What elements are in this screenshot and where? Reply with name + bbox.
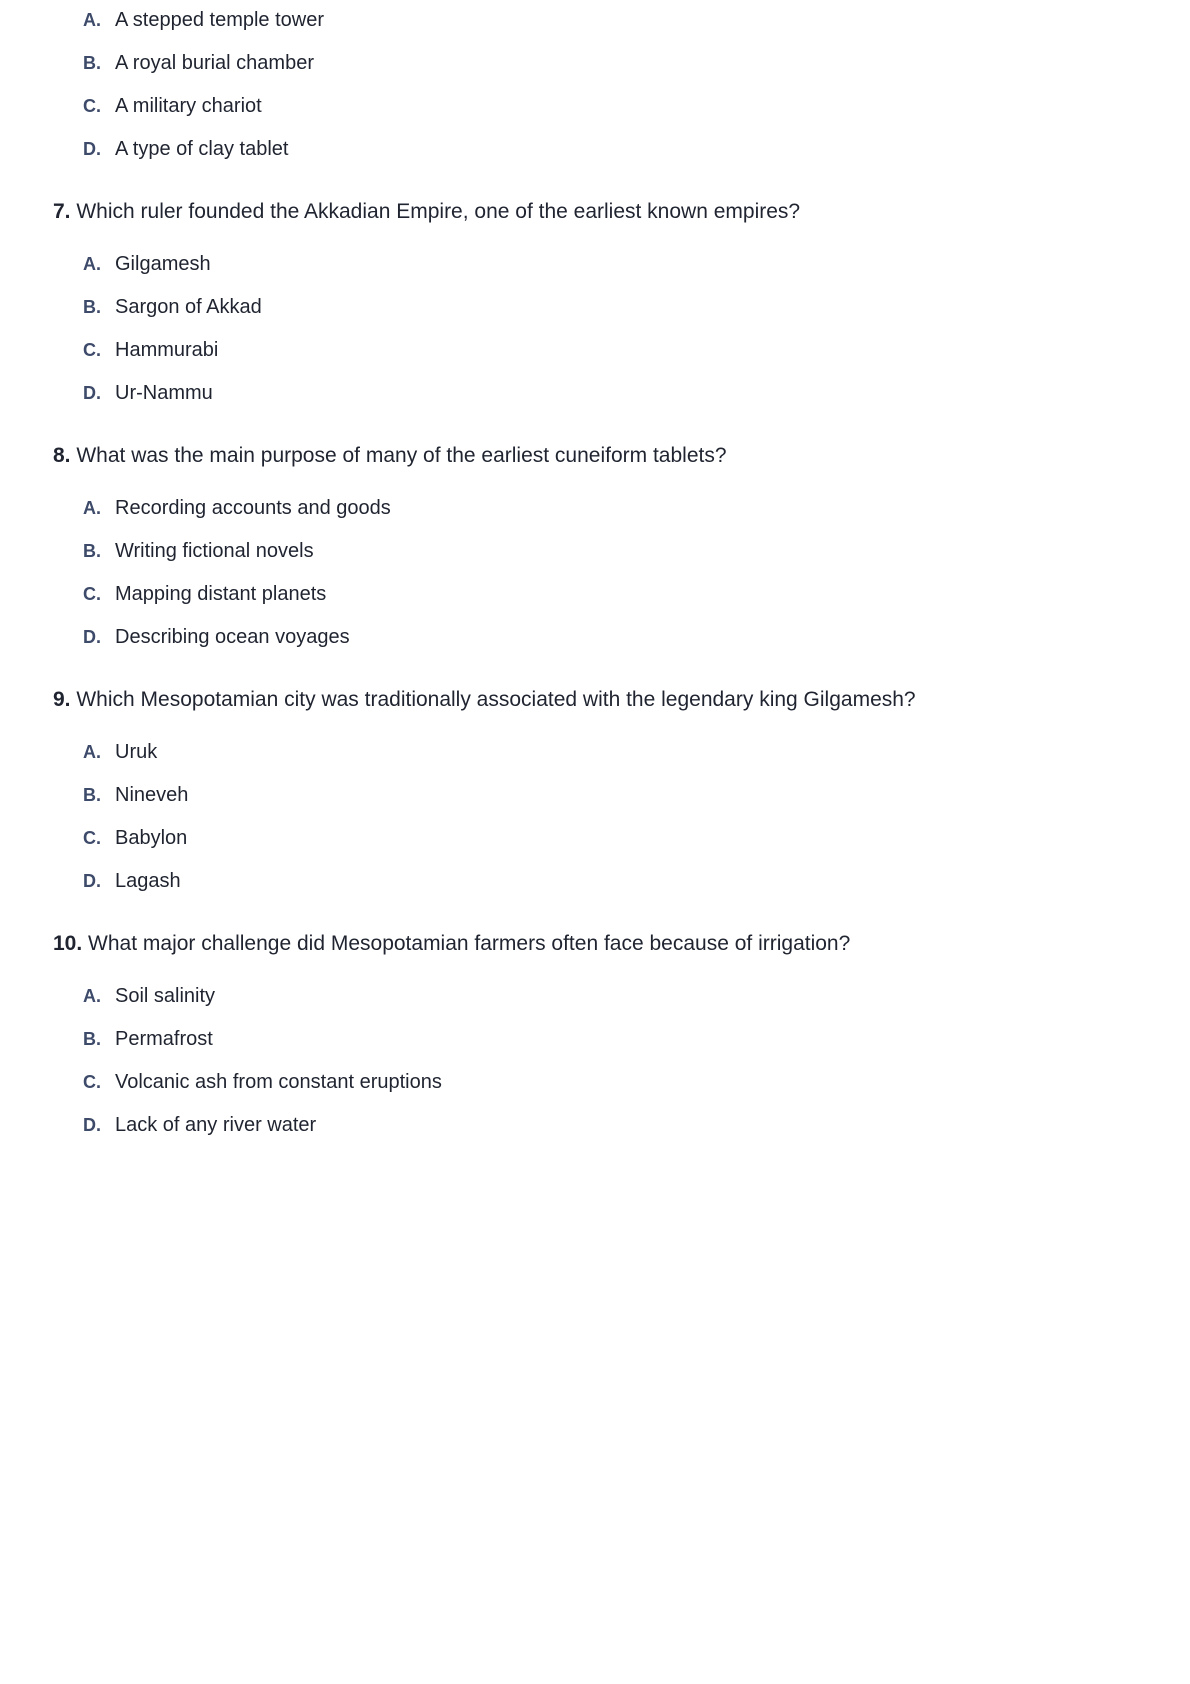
option-text: Mapping distant planets [115,583,327,605]
option-letter: D. [83,627,101,647]
question-8 [53,443,727,469]
option-text: A military chariot [115,95,262,117]
question-prompt: Which ruler founded the Akkadian Empire, one of the earliest known empires? [76,200,801,223]
option-q9-a [83,739,157,765]
option-q7-d [83,380,213,406]
option-q9-d [83,868,181,894]
option-letter: D. [83,139,101,159]
option-text: Writing fictional novels [115,540,314,562]
option-letter: A. [83,986,101,1006]
option-letter: D. [83,383,101,403]
option-letter: C. [83,96,101,116]
option-q7-a [83,251,211,277]
option-letter: A. [83,742,101,762]
option-text: Lack of any river water [115,1114,317,1136]
question-prompt: What major challenge did Mesopotamian farmers often face because of irrigation? [88,932,851,955]
option-q8-c [83,581,326,607]
option-q7-b [83,294,262,320]
option-text: Sargon of Akkad [115,296,262,318]
option-text: Nineveh [115,784,189,806]
option-q10-d [83,1112,316,1138]
option-letter: B. [83,785,101,805]
option-letter: C. [83,828,101,848]
option-q6-c [83,93,262,119]
question-9 [53,687,916,713]
question-number: 10. [53,932,83,955]
question-7 [53,199,800,225]
option-text: Uruk [115,741,158,763]
option-letter: D. [83,1115,101,1135]
option-q6-a [83,7,324,33]
option-letter: A. [83,254,101,274]
option-q8-a [83,495,391,521]
option-q9-c [83,825,187,851]
option-q8-d [83,624,350,650]
option-text: Recording accounts and goods [115,497,391,519]
option-text: A stepped temple tower [115,9,325,31]
option-text: A royal burial chamber [115,52,314,74]
option-text: Soil salinity [115,985,216,1007]
question-number: 8. [53,444,71,467]
option-text: Ur-Nammu [115,382,213,404]
option-q9-b [83,782,188,808]
option-letter: C. [83,584,101,604]
option-letter: D. [83,871,101,891]
option-letter: A. [83,498,101,518]
option-text: Permafrost [115,1028,213,1050]
option-q10-a [83,983,215,1009]
option-q10-c [83,1069,442,1095]
option-letter: B. [83,541,101,561]
option-letter: B. [83,297,101,317]
question-10 [53,931,850,957]
question-prompt: What was the main purpose of many of the earliest cuneiform tablets? [76,444,727,467]
option-letter: A. [83,10,101,30]
option-q6-d [83,136,288,162]
option-text: Lagash [115,870,181,892]
option-letter: B. [83,53,101,73]
option-q7-c [83,337,218,363]
question-prompt: Which Mesopotamian city was traditionally associated with the legendary king Gilgamesh? [76,688,916,711]
option-letter: C. [83,340,101,360]
option-text: Hammurabi [115,339,219,361]
question-number: 9. [53,688,71,711]
option-q10-b [83,1026,213,1052]
option-text: Gilgamesh [115,253,211,275]
option-q8-b [83,538,314,564]
option-text: Babylon [115,827,188,849]
option-letter: B. [83,1029,101,1049]
option-q6-b [83,50,314,76]
option-letter: C. [83,1072,101,1092]
question-number: 7. [53,200,71,223]
option-text: Describing ocean voyages [115,626,350,648]
option-text: Volcanic ash from constant eruptions [115,1071,442,1093]
option-text: A type of clay tablet [115,138,289,160]
